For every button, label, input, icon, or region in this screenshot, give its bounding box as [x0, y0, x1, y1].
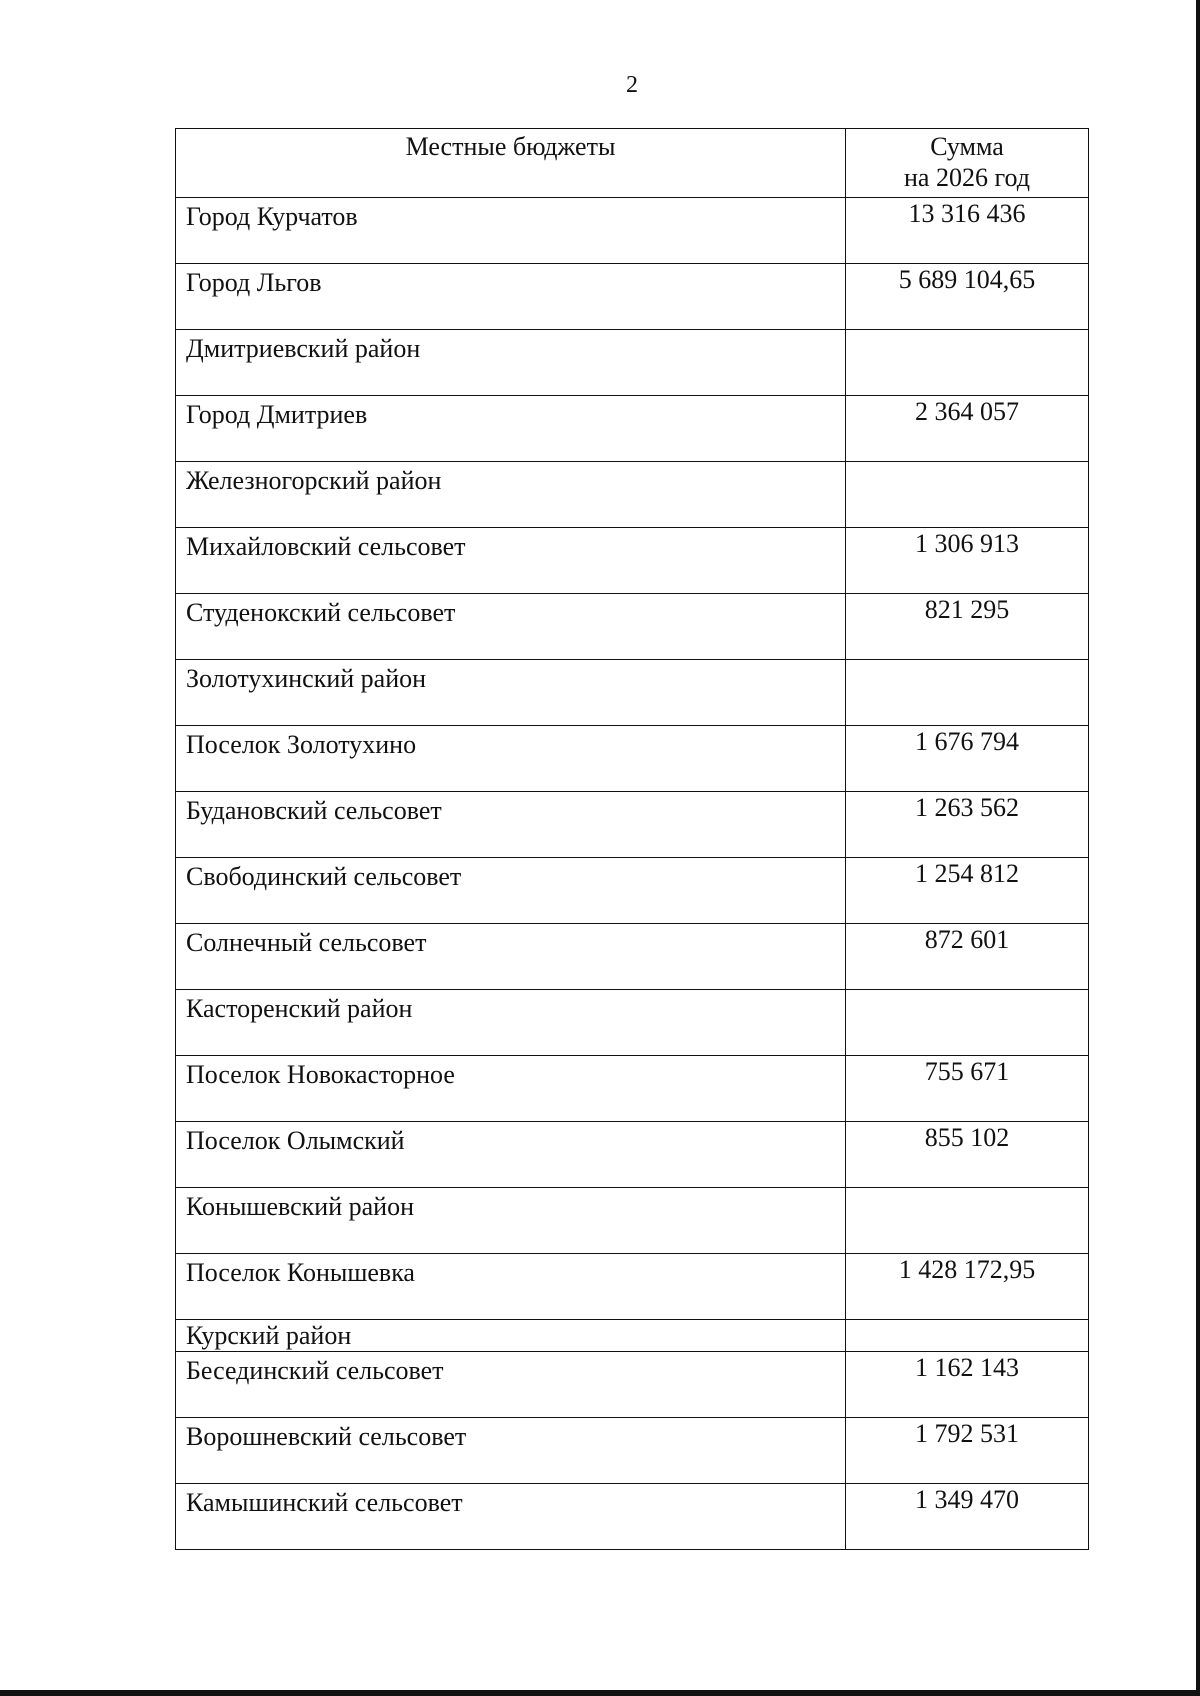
row-name: Поселок Олымский	[176, 1122, 846, 1188]
row-name: Город Дмитриев	[176, 396, 846, 462]
table-row	[176, 462, 1089, 528]
row-amount	[846, 1188, 1089, 1254]
row-name: Конышевский район	[176, 1188, 846, 1254]
table-row	[176, 1418, 1089, 1484]
row-name: Будановский сельсовет	[176, 792, 846, 858]
table-header	[176, 129, 1089, 198]
header-amount	[846, 129, 1089, 198]
table-row	[176, 330, 1089, 396]
scan-edge-bottom	[0, 1690, 1200, 1696]
table-row	[176, 1320, 1089, 1352]
row-amount	[846, 462, 1089, 528]
row-amount: 855 102	[846, 1122, 1089, 1188]
row-name: Ворошневский сельсовет	[176, 1418, 846, 1484]
table-body	[176, 198, 1089, 1550]
row-amount: 872 601	[846, 924, 1089, 990]
table-row	[176, 990, 1089, 1056]
table-row	[176, 1122, 1089, 1188]
row-name: Солнечный сельсовет	[176, 924, 846, 990]
table-row	[176, 1352, 1089, 1418]
row-amount: 1 254 812	[846, 858, 1089, 924]
row-name: Бесединский сельсовет	[176, 1352, 846, 1418]
row-amount: 1 162 143	[846, 1352, 1089, 1418]
row-amount	[846, 660, 1089, 726]
header-amount-line2: на 2026 год	[904, 163, 1030, 193]
row-name: Железногорский район	[176, 462, 846, 528]
table-row	[176, 858, 1089, 924]
row-amount: 13 316 436	[846, 198, 1089, 264]
table-row	[176, 528, 1089, 594]
table-row	[176, 660, 1089, 726]
row-amount: 821 295	[846, 594, 1089, 660]
row-amount: 1 349 470	[846, 1484, 1089, 1550]
table-row	[176, 1484, 1089, 1550]
header-row	[176, 129, 1089, 198]
row-amount: 1 792 531	[846, 1418, 1089, 1484]
row-amount: 1 263 562	[846, 792, 1089, 858]
row-amount	[846, 1320, 1089, 1352]
page-number: 2	[626, 72, 638, 98]
row-name: Город Курчатов	[176, 198, 846, 264]
row-name: Свободинский сельсовет	[176, 858, 846, 924]
row-amount: 5 689 104,65	[846, 264, 1089, 330]
table-row	[176, 792, 1089, 858]
row-amount: 1 428 172,95	[846, 1254, 1089, 1320]
table-row	[176, 1056, 1089, 1122]
row-amount	[846, 330, 1089, 396]
row-amount: 2 364 057	[846, 396, 1089, 462]
row-name: Поселок Конышевка	[176, 1254, 846, 1320]
header-local-budgets: Местные бюджеты	[176, 129, 846, 198]
table-row	[176, 1254, 1089, 1320]
header-amount-line1: Сумма	[930, 132, 1004, 161]
row-name: Касторенский район	[176, 990, 846, 1056]
table-row	[176, 264, 1089, 330]
row-amount: 1 676 794	[846, 726, 1089, 792]
table-row	[176, 924, 1089, 990]
table-row	[176, 396, 1089, 462]
row-name: Камышинский сельсовет	[176, 1484, 846, 1550]
row-name: Поселок Золотухино	[176, 726, 846, 792]
table-row	[176, 1188, 1089, 1254]
row-name: Дмитриевский район	[176, 330, 846, 396]
row-name: Студенокский сельсовет	[176, 594, 846, 660]
table-row	[176, 726, 1089, 792]
scan-edge-right	[1196, 0, 1200, 1696]
row-name: Михайловский сельсовет	[176, 528, 846, 594]
row-name: Золотухинский район	[176, 660, 846, 726]
row-amount: 755 671	[846, 1056, 1089, 1122]
row-name: Курский район	[176, 1320, 846, 1352]
table-row	[176, 594, 1089, 660]
row-amount	[846, 990, 1089, 1056]
row-name: Город Льгов	[176, 264, 846, 330]
row-name: Поселок Новокасторное	[176, 1056, 846, 1122]
row-amount: 1 306 913	[846, 528, 1089, 594]
table-row	[176, 198, 1089, 264]
budget-table	[175, 128, 1089, 1550]
